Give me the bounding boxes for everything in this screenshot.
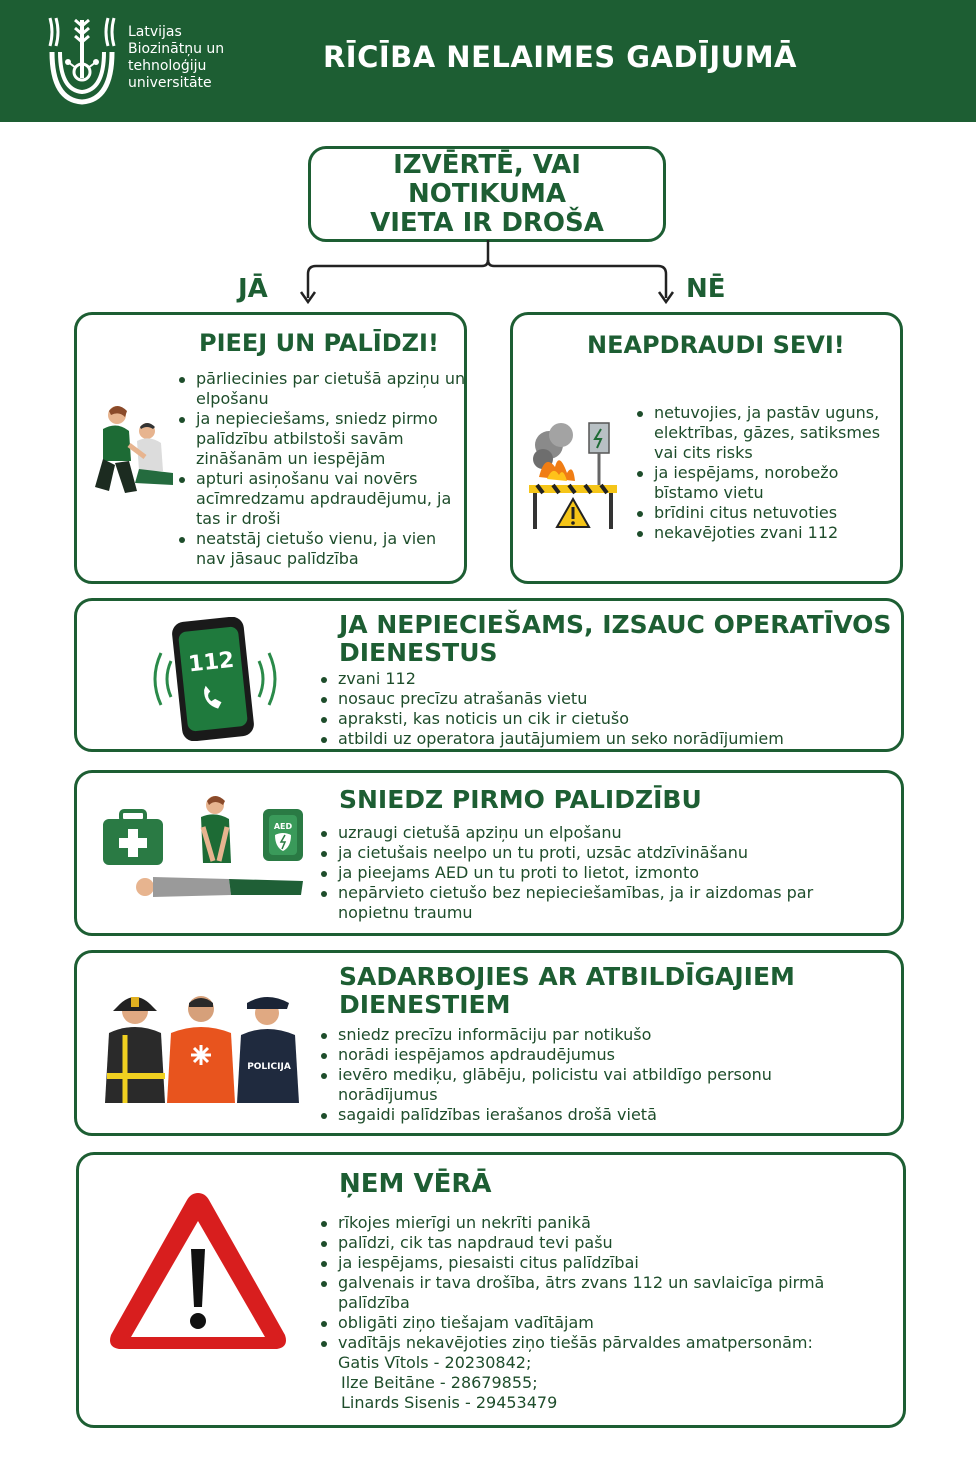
phone-112-icon xyxy=(145,617,285,741)
logo-line: Biozinātņu un xyxy=(128,41,225,57)
list-item: atbildi uz operatora jautājumiem un seko norādījumiem xyxy=(317,729,887,749)
help-list xyxy=(175,369,467,569)
list-item: pārliecinies par cietušā apziņu un elpošanu xyxy=(175,369,467,409)
branch-yes-label: JĀ xyxy=(238,274,268,304)
list-item: sagaidi palīdzības ierašanos drošā vietā xyxy=(317,1105,837,1125)
danger-list xyxy=(633,403,901,543)
logo-line: tehnoloģiju xyxy=(128,58,207,74)
hazard-barrier-icon xyxy=(525,415,621,535)
help-box xyxy=(74,312,467,584)
list-item: ja iespējams, piesaisti citus palīdzībai xyxy=(317,1253,857,1273)
cooperate-box xyxy=(74,950,904,1136)
logo-line: Latvijas xyxy=(128,24,182,40)
call-services-title: JA NEPIECIEŠAMS, IZSAUC OPERATĪVOS DIENESTUS xyxy=(339,610,892,667)
help-box-title: PIEEJ UN PALĪDZI! xyxy=(199,329,439,357)
list-item: vadītājs nekavējoties ziņo tiešās pārvaldes amatpersonām: xyxy=(317,1333,857,1353)
phone-number-text: 112 xyxy=(187,647,236,678)
cooperate-title: SADARBOJIES AR ATBILDĪGAJIEM DIENESTIEM xyxy=(339,962,795,1019)
branch-connector-icon xyxy=(290,240,690,306)
contact-list xyxy=(338,1353,557,1413)
list-item: ja cietušais neelpo un tu proti, uzsāc atdzīvināšanu xyxy=(317,843,877,863)
list-item: nosauc precīzu atrašanās vietu xyxy=(317,689,887,709)
list-item: palīdzi, cik tas napdraud tevi pašu xyxy=(317,1233,857,1253)
university-logo-icon xyxy=(44,12,120,108)
first-aider-kneeling-icon xyxy=(85,401,177,507)
list-item: neatstāj cietušo vienu, ja vien nav jāsauc palīdzība xyxy=(175,529,467,569)
contact-entry: Gatis Vītols - 20230842; xyxy=(338,1353,532,1372)
list-item: obligāti ziņo tiešajam vadītājam xyxy=(317,1313,857,1333)
call-services-box xyxy=(74,598,904,752)
contact-entry: Ilze Beitāne - 28679855; xyxy=(341,1373,538,1392)
list-item: nekavējoties zvani 112 xyxy=(633,523,901,543)
list-item: ja nepieciešams, sniedz pirmo palīdzību atbilstoši savām zināšanām un iespējām xyxy=(175,409,467,469)
list-item: uzraugi cietušā apziņu un elpošanu xyxy=(317,823,877,843)
list-item: nepārvieto cietušo bez nepieciešamības, ja ir aizdomas par nopietnu traumu xyxy=(317,883,877,923)
cpr-aed-icon xyxy=(99,791,309,915)
danger-box xyxy=(510,312,903,584)
list-item: apraksti, kas noticis un cik ir cietušo xyxy=(317,709,887,729)
list-item: sniedz precīzu informāciju par notikušo xyxy=(317,1025,837,1045)
list-item: ja iespējams, norobežo bīstamo vietu xyxy=(633,463,901,503)
first-aid-title: SNIEDZ PIRMO PALIDZĪBU xyxy=(339,785,702,814)
list-item: ievēro mediķu, glābēju, policistu vai atbildīgo personu norādījumus xyxy=(317,1065,837,1105)
first-aid-box xyxy=(74,770,904,936)
page-header xyxy=(0,0,976,122)
list-item: ja pieejams AED un tu proti to lietot, izmonto xyxy=(317,863,877,883)
note-list xyxy=(317,1213,857,1353)
note-title: ŅEM VĒRĀ xyxy=(339,1169,492,1199)
assess-title-line: IZVĒRTĒ, VAI NOTIKUMA xyxy=(393,149,581,209)
contact-entry: Linards Sisenis - 29453479 xyxy=(341,1393,558,1412)
list-item: norādi iespējamos apdraudējumus xyxy=(317,1045,837,1065)
emergency-responders-icon xyxy=(95,985,307,1105)
assess-safety-box xyxy=(308,146,666,242)
list-item: rīkojes mierīgi un nekrīti panikā xyxy=(317,1213,857,1233)
call-list xyxy=(317,669,887,749)
list-item: netuvojies, ja pastāv uguns, elektrības, gāzes, satiksmes vai cits risks xyxy=(633,403,901,463)
list-item: brīdini citus netuvoties xyxy=(633,503,901,523)
aed-label: AED xyxy=(273,822,293,831)
first-aid-list xyxy=(317,823,877,923)
danger-box-title: NEAPDRAUDI SEVI! xyxy=(587,331,845,359)
note-box xyxy=(76,1152,906,1428)
university-name xyxy=(128,24,224,92)
list-item: zvani 112 xyxy=(317,669,887,689)
branch-no-label: NĒ xyxy=(686,274,726,304)
page-title: RĪCĪBA NELAIMES GADĪJUMĀ xyxy=(322,40,798,74)
assess-title-line: VIETA IR DROŠA xyxy=(370,207,604,238)
list-item: galvenais ir tava drošība, ātrs zvans 112 un savlaicīga pirmā palīdzība xyxy=(317,1273,857,1313)
warning-triangle-icon xyxy=(105,1187,291,1355)
cooperate-list xyxy=(317,1025,837,1125)
list-item: apturi asiņošanu vai novērs acīmredzamu apdraudējumu, ja tas ir droši xyxy=(175,469,467,529)
police-label: POLICIJA xyxy=(247,1062,291,1072)
logo-line: universitāte xyxy=(128,75,212,91)
